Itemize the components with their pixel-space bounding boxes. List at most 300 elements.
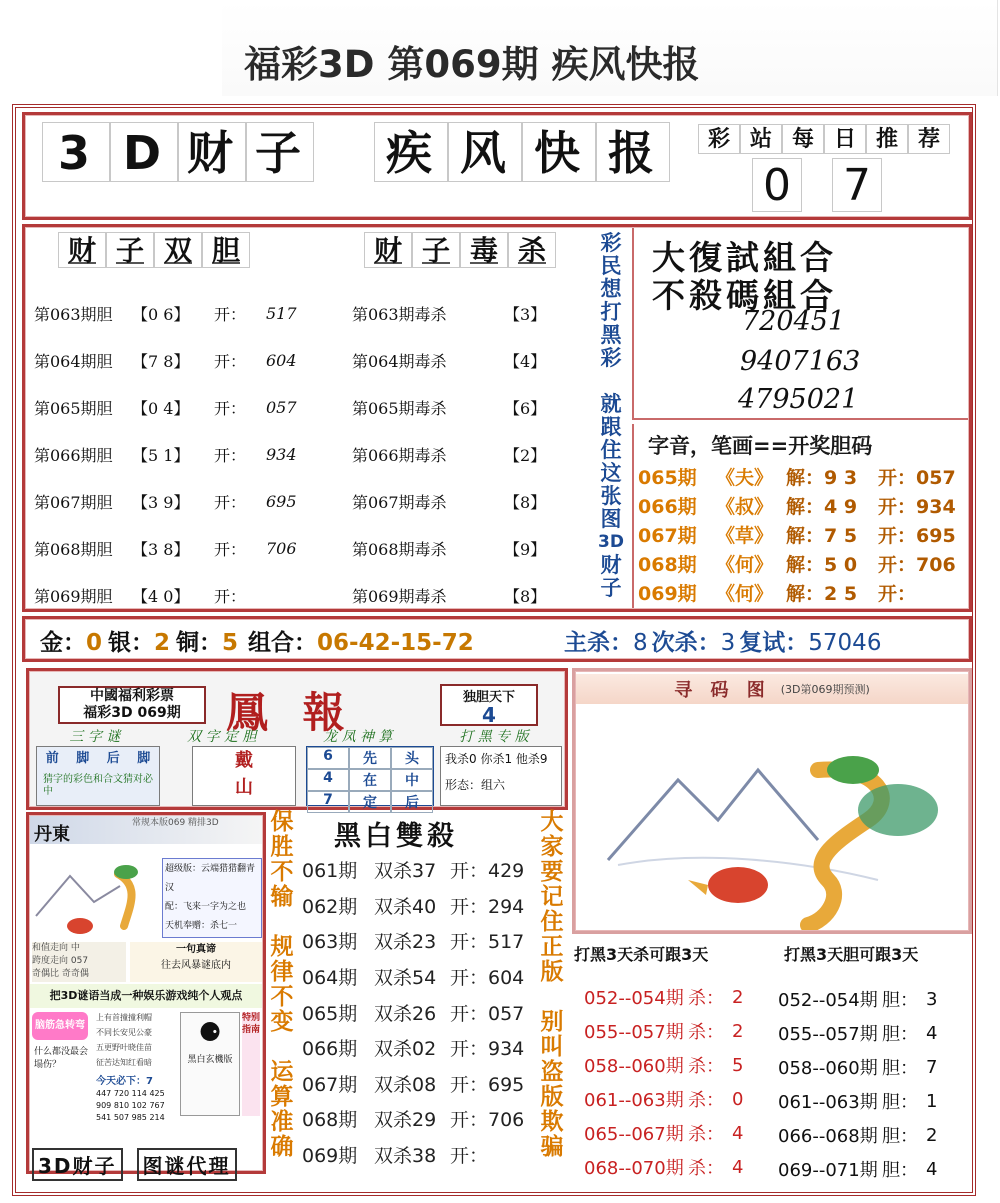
vertical-right (536, 810, 568, 1160)
vert_right-char: 叫 (540, 1034, 564, 1060)
stroke-period: 066期 (638, 496, 697, 518)
grid-cell: 头 (391, 747, 433, 769)
three-day-label: 杀： (688, 1022, 724, 1043)
kill-row (352, 525, 564, 572)
fengbao-slogans (36, 726, 562, 745)
small-ad-line: 跨度走向 057 (32, 956, 89, 966)
three-day-dan-row (778, 982, 946, 1016)
double-title-char: 双 (154, 232, 202, 268)
double-row (34, 290, 316, 337)
kill-period: 第066期毒杀 (352, 446, 447, 465)
three-day-dan-row (778, 1016, 946, 1050)
banner-title-char: 报 (596, 122, 670, 182)
kill-value: 【6】 (504, 399, 547, 418)
sub-kill-label: 次杀： (651, 630, 721, 656)
stroke-period: 069期 (638, 583, 697, 605)
heibai-open: 开：695 (450, 1073, 525, 1096)
riddle-text: 往去风暴谜底内 (161, 960, 231, 971)
slogan-char: 打 (600, 300, 622, 324)
double-open: 695 (266, 492, 297, 511)
double-open-label: 开： (214, 305, 247, 324)
slogan-char: 子 (600, 576, 622, 600)
heibai-kill: 双杀02 (374, 1038, 437, 1061)
vert_right-char: 大 (540, 809, 564, 835)
three-day-range: 065--067期 (584, 1124, 684, 1145)
heibai-row (302, 1030, 534, 1066)
stroke-open: 开： (878, 583, 917, 605)
strokes-title: 字音，笔画==开奖胆码 (648, 434, 873, 458)
heibai-period: 068期 (302, 1109, 358, 1132)
heibai-kill: 双杀23 (374, 931, 437, 954)
double-period: 第069期胆 (34, 587, 113, 606)
vert_left-char: 不 (270, 984, 294, 1010)
double-period: 第063期胆 (34, 305, 113, 324)
heibai-open: 开：429 (450, 860, 525, 883)
three-day-range: 052--054期 (778, 990, 878, 1011)
three-day-label: 胆： (882, 990, 918, 1011)
double-row (34, 478, 316, 525)
stroke-solve: 解：9 3 (786, 467, 858, 489)
banner-title-char: 财 (178, 122, 246, 182)
three-day-label: 杀： (688, 1124, 724, 1145)
bird-tail (688, 880, 708, 895)
kill-period: 第064期毒杀 (352, 352, 447, 371)
silver-label: 银： (108, 630, 155, 656)
grid-cell: 中 (391, 769, 433, 791)
three-day-range: 055--057期 (584, 1022, 684, 1043)
bird-bottom (708, 867, 768, 903)
shape-info: 形态：组六 (445, 778, 506, 792)
slogan-char: 张 (600, 484, 622, 508)
dandong-small-ad (32, 942, 126, 982)
vert_left-char: 运 (270, 1059, 294, 1085)
recommend-digit: 7 (832, 158, 882, 212)
kill-list (352, 290, 564, 619)
grid-cell: 在 (349, 769, 391, 791)
qianhou-char: 脚 (137, 751, 151, 766)
small-ad-line: 奇偶比 奇奇偶 (32, 969, 89, 979)
heibai-row (302, 852, 534, 888)
silver-value: 2 (154, 630, 171, 656)
bronze-label: 铜： (176, 630, 223, 656)
stroke-char: 《草》 (716, 525, 774, 547)
vert_left-char: 律 (270, 959, 294, 985)
slogan-char: 民 (600, 254, 622, 278)
three-day-label: 杀： (688, 1158, 724, 1179)
combo-title-2: 不殺碼組合 (652, 276, 837, 315)
double-title-char: 胆 (202, 232, 250, 268)
heibai-rows (302, 852, 534, 1172)
three-day-value: 7 (926, 1056, 938, 1078)
mini-branch (118, 874, 132, 926)
stroke-row (638, 578, 964, 607)
main-kill-label: 主杀： (564, 630, 633, 656)
heibai-open: 开：057 (450, 1002, 525, 1025)
vert_right-char: 记 (540, 884, 564, 910)
heibai-period: 064期 (302, 967, 358, 990)
heibai-period: 069期 (302, 1145, 358, 1168)
footer-left: 3D财子 (32, 1148, 123, 1181)
mini-bird-top (114, 865, 138, 879)
double-open-label: 开： (214, 540, 247, 559)
fengbao-issue: 福彩3D 069期 (83, 705, 181, 721)
banner-title-char: D (110, 122, 178, 182)
three-day-label: 胆： (882, 1126, 918, 1147)
mini-bird-bottom (67, 918, 93, 934)
riddle-label: 一句真谛 (176, 944, 216, 955)
vert_right-char: 要 (540, 859, 564, 885)
kill-value: 【2】 (504, 446, 547, 465)
stroke-char: 《叔》 (716, 496, 774, 518)
banner-title-char: 子 (246, 122, 314, 182)
double-row (34, 525, 316, 572)
kill-period: 第068期毒杀 (352, 540, 447, 559)
kill-period: 第065期毒杀 (352, 399, 447, 418)
double-open: 604 (266, 351, 297, 370)
shang-lines (96, 1010, 178, 1074)
riddle-box (130, 942, 262, 982)
grid-cell: 4 (307, 769, 349, 791)
double-open: 934 (266, 445, 297, 464)
mountain-line (608, 770, 818, 860)
stroke-solve: 解：2 5 (786, 583, 858, 605)
qianhou-char: 脚 (76, 751, 90, 766)
foliage (858, 784, 938, 836)
three-day-range: 066--068期 (778, 1126, 878, 1147)
combo-number-1: 720451 (742, 306, 846, 337)
solo-label: 独胆天下 (462, 690, 515, 705)
double-open-label: 开： (214, 493, 247, 512)
dandong-slogan: 把3D谜语当成一种娱乐游戏纯个人观点 (30, 984, 262, 1008)
vert_left-char: 胜 (270, 834, 294, 860)
grid-cell: 6 (307, 747, 349, 769)
banner-title-char: 3 (42, 122, 110, 182)
fengbao-slogan: 龙 凤 神 算 (323, 729, 393, 745)
three-day-label: 胆： (882, 1160, 918, 1181)
banner-title-char: 疾 (374, 122, 448, 182)
three-day-value: 2 (732, 986, 744, 1008)
summary-medals (40, 624, 474, 657)
heibai-kill: 双杀40 (374, 895, 437, 918)
double-title-char: 子 (106, 232, 154, 268)
digit-spacer (802, 158, 832, 212)
double-open: 057 (266, 398, 297, 417)
combo-number-3: 4795021 (738, 384, 859, 415)
retest-label: 复试： (739, 630, 809, 656)
heibai-period: 065期 (302, 1002, 358, 1025)
double-open-label: 开： (214, 587, 247, 606)
three-day-label: 杀： (688, 1090, 724, 1111)
double-pair: 【7 8】 (132, 352, 190, 371)
grid-cell: 先 (349, 747, 391, 769)
slogan-char: 图 (600, 507, 622, 531)
qianhou-box (36, 746, 160, 806)
recommend-char: 推 (866, 124, 908, 154)
footer-right: 图谜代理 (137, 1148, 237, 1181)
combo-label: 组合： (248, 630, 318, 656)
double-period: 第067期胆 (34, 493, 113, 512)
stroke-open: 开：057 (878, 467, 956, 489)
heibai-period: 067期 (302, 1073, 358, 1096)
three-day-dan-row (778, 1084, 946, 1118)
dai-char: 戴 (235, 750, 253, 771)
stroke-open: 开：695 (878, 525, 956, 547)
kill-info-box (440, 746, 562, 806)
three-day-kill-row (584, 1048, 752, 1082)
kill-title-char: 杀 (508, 232, 556, 268)
three-day-range: 061--063期 (778, 1092, 878, 1113)
three-day-value: 2 (732, 1020, 744, 1042)
stroke-row (638, 462, 964, 491)
kill-value: 【4】 (504, 352, 547, 371)
three-day-value: 3 (926, 988, 938, 1010)
three-day-dan-title: 打黑3天胆可跟3天 (784, 945, 919, 964)
banner-title-right (374, 122, 670, 182)
vert_left-char: 保 (270, 809, 294, 835)
three-day-kill-title: 打黑3天杀可跟3天 (574, 945, 709, 964)
double-pair: 【4 0】 (132, 587, 190, 606)
kill-row (352, 572, 564, 619)
vert_left-char: 算 (270, 1084, 294, 1110)
heibai-row (302, 959, 534, 995)
recommend-char: 日 (824, 124, 866, 154)
kill-row (352, 337, 564, 384)
double-period: 第065期胆 (34, 399, 113, 418)
double-open-label: 开： (214, 352, 247, 371)
grid-cell: 后 (391, 791, 433, 813)
sub-kill-value: 3 (720, 630, 736, 656)
three-day-range: 068--070期 (584, 1158, 684, 1179)
heibai-open: 开：604 (450, 967, 525, 990)
stroke-solve: 解：7 5 (786, 525, 858, 547)
strokes-rows (638, 462, 964, 607)
combo-number-2: 9407163 (740, 346, 861, 377)
stroke-period: 065期 (638, 467, 697, 489)
position-grid (306, 746, 434, 811)
heibai-open: 开： (450, 1145, 489, 1168)
three-day-kill-row (584, 980, 752, 1014)
slogan-char: 3D (598, 532, 624, 552)
three-day-value: 4 (926, 1158, 938, 1180)
heibai-kill: 双杀26 (374, 1002, 437, 1025)
today-box (96, 1076, 178, 1140)
banner-title-char: 快 (522, 122, 596, 182)
kill-row (352, 478, 564, 525)
double-open: 706 (266, 539, 297, 558)
guess-text: 猜字的彩色和合文猜对必中 (43, 774, 153, 797)
vert_right-char (536, 985, 568, 1010)
vert_right-char: 版 (540, 959, 564, 985)
double-open-label: 开： (214, 446, 247, 465)
kill-title (364, 232, 556, 268)
vert_right-char: 家 (540, 834, 564, 860)
qianhou-char: 后 (106, 751, 120, 766)
dandong-header-small: 常规本版069 精排3D (132, 818, 219, 828)
three-day-dans (778, 982, 946, 1186)
fengbao-slogan: 三 字 谜 (69, 729, 121, 745)
grid-cell: 7 (307, 791, 349, 813)
xunma-illustration (578, 710, 966, 930)
slogan-char: 黑 (600, 323, 622, 347)
recommend-char: 荐 (908, 124, 950, 154)
bw-glyph-icon: ⚈ (198, 1018, 222, 1048)
bronze-value: 5 (222, 630, 239, 656)
three-day-range: 061--063期 (584, 1090, 684, 1111)
kill-row (352, 431, 564, 478)
heibai-open: 开：706 (450, 1109, 525, 1132)
vert_left-char: 准 (270, 1109, 294, 1135)
kill-row (352, 290, 564, 337)
main-kill-value: 8 (633, 630, 648, 656)
double-row (34, 572, 316, 619)
kill-title-char: 毒 (460, 232, 508, 268)
double-period: 第064期胆 (34, 352, 113, 371)
banner-title-left (42, 122, 314, 182)
three-day-value: 4 (926, 1022, 938, 1044)
stroke-char: 《夫》 (716, 467, 774, 489)
three-day-label: 胆： (882, 1024, 918, 1045)
double-pair: 【3 8】 (132, 540, 190, 559)
recommend-char: 每 (782, 124, 824, 154)
three-day-kill-row (584, 1082, 752, 1116)
recommend-char: 彩 (698, 124, 740, 154)
page-title: 福彩3D 第069期 疾风快报 (244, 43, 700, 86)
vert_right-char: 欺 (540, 1109, 564, 1135)
heibai-period: 063期 (302, 931, 358, 954)
three-day-kill-row (584, 1150, 752, 1184)
three-day-value: 2 (926, 1124, 938, 1146)
slogan-char: 彩 (600, 346, 622, 370)
kill-title-char: 子 (412, 232, 460, 268)
stroke-period: 068期 (638, 554, 697, 576)
heibai-period: 062期 (302, 895, 358, 918)
recommend-label (698, 124, 950, 154)
heibai-row (302, 888, 534, 924)
vert_right-char: 盗 (540, 1059, 564, 1085)
vert_right-char: 骗 (540, 1134, 564, 1160)
heibai-open: 开：294 (450, 895, 525, 918)
today-nums: 909 810 102 767 (96, 1101, 165, 1110)
stroke-solve: 解：5 0 (786, 554, 858, 576)
three-day-value: 5 (732, 1054, 744, 1076)
three-day-range: 058--060期 (778, 1058, 878, 1079)
three-day-dan-row (778, 1050, 946, 1084)
xunma-header (576, 674, 968, 704)
heibai-row (302, 1101, 534, 1137)
double-pair: 【5 1】 (132, 446, 190, 465)
summary-kills (564, 624, 881, 657)
heibai-kill: 双杀38 (374, 1145, 437, 1168)
heibai-title: 黑白雙殺 (334, 821, 458, 852)
vert_right-char: 住 (540, 909, 564, 935)
qianhou-row (37, 747, 159, 766)
vertical-slogan (596, 232, 626, 600)
fengbao-lottery-name: 中國福利彩票 (90, 688, 174, 704)
three-day-label: 胆： (882, 1058, 918, 1079)
double-period: 第066期胆 (34, 446, 113, 465)
gold-value: 0 (86, 630, 103, 656)
banner-title-char: 风 (448, 122, 522, 182)
shang-line: 五更野叶晓佳苗 (96, 1043, 152, 1052)
heibai-kill: 双杀37 (374, 860, 437, 883)
kill-value: 【3】 (504, 305, 547, 324)
heibai-open: 开：934 (450, 1038, 525, 1061)
vert_left-char (266, 910, 298, 935)
double-row (34, 337, 316, 384)
shang-line: 不同长安见公豪 (96, 1028, 152, 1037)
special-guide: 特别指南 (242, 1012, 260, 1116)
stroke-row (638, 491, 964, 520)
double-open-label: 开： (214, 399, 247, 418)
recommend-digit: 0 (752, 158, 802, 212)
kill-value: 【9】 (504, 540, 547, 559)
kill-period: 第069期毒杀 (352, 587, 447, 606)
xunma-title: 寻 码 图 (674, 680, 771, 701)
qianhou-char: 前 (45, 751, 59, 766)
fengbao-issue-box (58, 686, 206, 724)
vert_left-char: 不 (270, 859, 294, 885)
today-nums: 541 507 985 214 (96, 1113, 165, 1122)
double-pair: 【3 9】 (132, 493, 190, 512)
recommend-digits (752, 158, 882, 212)
three-day-dan-row (778, 1118, 946, 1152)
recommend-char: 站 (740, 124, 782, 154)
kill-period: 第063期毒杀 (352, 305, 447, 324)
three-day-range: 058--060期 (584, 1056, 684, 1077)
three-day-range: 055--057期 (778, 1024, 878, 1045)
vert_right-char: 正 (540, 934, 564, 960)
small-ad-line: 和值走向 中 (32, 943, 80, 953)
vert_left-char: 输 (270, 884, 294, 910)
vert_left-char: 确 (270, 1134, 294, 1160)
vert_right-char: 别 (540, 1009, 564, 1035)
footer (32, 1148, 237, 1181)
heibai-row (302, 1137, 534, 1173)
dandong-illustration (30, 846, 162, 938)
fengbao-slogan: 双 字 定 胆 (187, 729, 257, 745)
dandong-note: 超级版：云端猎猎翻青汉 (165, 864, 256, 893)
three-day-value: 0 (732, 1088, 744, 1110)
three-day-kill-row (584, 1014, 752, 1048)
bw-box (180, 1012, 240, 1116)
heibai-row (302, 1066, 534, 1102)
dandong-note (165, 936, 259, 938)
kill-title-char: 财 (364, 232, 412, 268)
retest-value: 57046 (808, 630, 882, 656)
stroke-period: 067期 (638, 525, 697, 547)
stroke-row (638, 520, 964, 549)
vert_left-char (266, 1035, 298, 1060)
double-row (34, 384, 316, 431)
today-label: 今天必下：7 (96, 1076, 153, 1087)
three-day-value: 4 (732, 1156, 744, 1178)
three-day-label: 胆： (882, 1092, 918, 1113)
double-title-char: 财 (58, 232, 106, 268)
combo-title-1: 大復試組合 (652, 238, 837, 277)
heibai-kill: 双杀54 (374, 967, 437, 990)
double-open: 517 (266, 304, 297, 323)
solo-value: 4 (482, 703, 496, 727)
kill-value: 【8】 (504, 493, 547, 512)
bird-top (827, 756, 879, 784)
double-row (34, 431, 316, 478)
slogan-char: 就 (600, 392, 622, 416)
grid-cell: 定 (349, 791, 391, 813)
dandong-notes (162, 858, 262, 938)
heibai-period: 066期 (302, 1038, 358, 1061)
dai-shan-box (192, 746, 296, 806)
today-nums: 447 720 114 425 (96, 1089, 165, 1098)
